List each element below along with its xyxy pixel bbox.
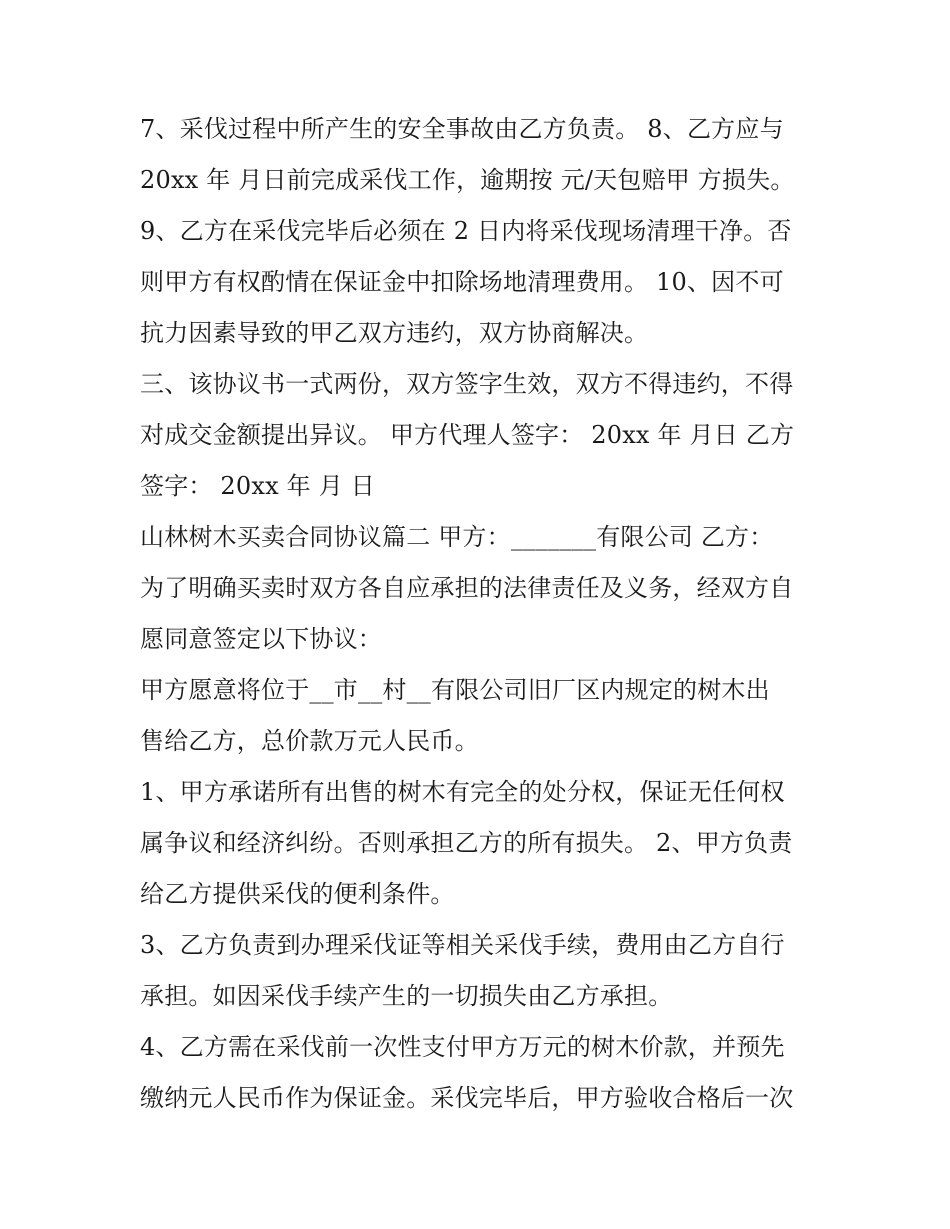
- text-line: 愿同意签定以下协议：: [140, 625, 382, 653]
- text-line: 20xx 年 月日前完成采伐工作，逾期按 元/天包赔甲 方损失。: [140, 166, 795, 194]
- text-line: 给乙方提供采伐的便利条件。: [140, 880, 455, 908]
- text-line: 9、乙方在采伐完毕后必须在 2 日内将采伐现场清理干净。否: [140, 217, 792, 245]
- text-line: 三、该协议书一式两份，双方签字生效，双方不得违约，不得: [140, 370, 794, 398]
- text-line: 1、甲方承诺所有出售的树木有完全的处分权，保证无任何权: [140, 778, 785, 806]
- text-line: 为了明确买卖时双方各自应承担的法律责任及义务，经双方自: [140, 574, 794, 602]
- text-line: 4、乙方需在采伐前一次性支付甲方万元的树木价款，并预先: [140, 1033, 785, 1061]
- text-line: 签字： 20xx 年 月 日: [140, 472, 375, 500]
- text-line: 属争议和经济纠纷。否则承担乙方的所有损失。 2、甲方负责: [140, 829, 793, 857]
- text-line: 缴纳元人民币作为保证金。采伐完毕后，甲方验收合格后一次: [140, 1084, 794, 1112]
- text-line: 3、乙方负责到办理采伐证等相关采伐手续，费用由乙方自行: [140, 931, 785, 959]
- document-body: [140, 104, 820, 1124]
- text-line: 则甲方有权酌情在保证金中扣除场地清理费用。 10、因不可: [140, 268, 784, 296]
- text-line: 售给乙方，总价款万元人民币。: [140, 727, 479, 755]
- text-line: 承担。如因采伐手续产生的一切损失由乙方承担。: [140, 982, 673, 1010]
- text-line: 甲方愿意将位于__市__村__有限公司旧厂区内规定的树木出: [140, 676, 770, 704]
- text-line: 对成交金额提出异议。 甲方代理人签字： 20xx 年 月日 乙方: [140, 421, 795, 449]
- text-line: 抗力因素导致的甲乙双方违约，双方协商解决。: [140, 319, 649, 347]
- text-line: 7、采伐过程中所产生的安全事故由乙方负责。 8、乙方应与: [140, 115, 784, 143]
- section-heading-line: 山林树木买卖合同协议篇二 甲方：_______有限公司 乙方：: [140, 523, 774, 551]
